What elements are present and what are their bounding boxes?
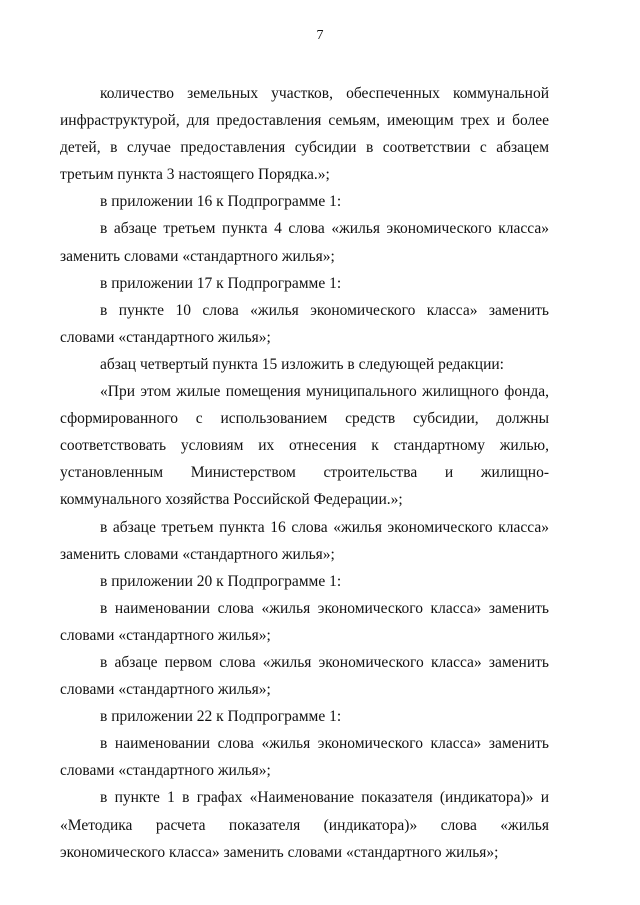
paragraph: в абзаце первом слова «жилья экономического класса» заменить словами «стандартного жилья»; — [60, 653, 549, 699]
paragraph: в абзаце третьем пункта 4 слова «жилья экономического класса» заменить словами «стандартного жилья»; — [60, 220, 549, 265]
paragraph: в приложении 22 к Подпрограмме 1: — [100, 708, 342, 726]
paragraph: в приложении 20 к Подпрограмме 1: — [100, 572, 342, 590]
paragraph: в приложении 16 к Подпрограмме 1: — [100, 193, 342, 211]
paragraph: «При этом жилые помещения муниципального жилищного фонда, сформированного с использованием средств субсидии, должны соответствовать условиям их отнесения к стандартному жилью, установленным Министерством строительства и жилищно-коммунального хозяйства Российской Федерации.»; — [60, 383, 549, 509]
paragraph: количество земельных участков, обеспеченных коммунальной инфраструктурой, для предоставления семьям, имеющим трех и более детей, в случае предоставления субсидии в соответствии с абзацем третьим пункта 3 настоящего Порядка.»; — [60, 85, 549, 184]
paragraph: в пункте 10 слова «жилья экономического класса» заменить словами «стандартного жилья»; — [60, 301, 549, 346]
paragraph: в абзаце третьем пункта 16 слова «жилья экономического класса» заменить словами «стандартного жилья»; — [60, 518, 549, 563]
document-body — [60, 80, 549, 866]
paragraph: в приложении 17 к Подпрограмме 1: — [100, 274, 342, 292]
paragraph: в наименовании слова «жилья экономического класса» заменить словами «стандартного жилья»; — [60, 735, 549, 780]
paragraph: в наименовании слова «жилья экономического класса» заменить словами «стандартного жилья»; — [60, 599, 549, 644]
paragraph: в пункте 1 в графах «Наименование показателя (индикатора)» и «Методика расчета показателя (индикатора)» слова «жилья экономического класса» заменить словами «стандартного жилья»; — [60, 789, 549, 861]
paragraph: абзац четвертый пункта 15 изложить в следующей редакции: — [100, 355, 504, 373]
page-number: 7 — [316, 28, 324, 43]
